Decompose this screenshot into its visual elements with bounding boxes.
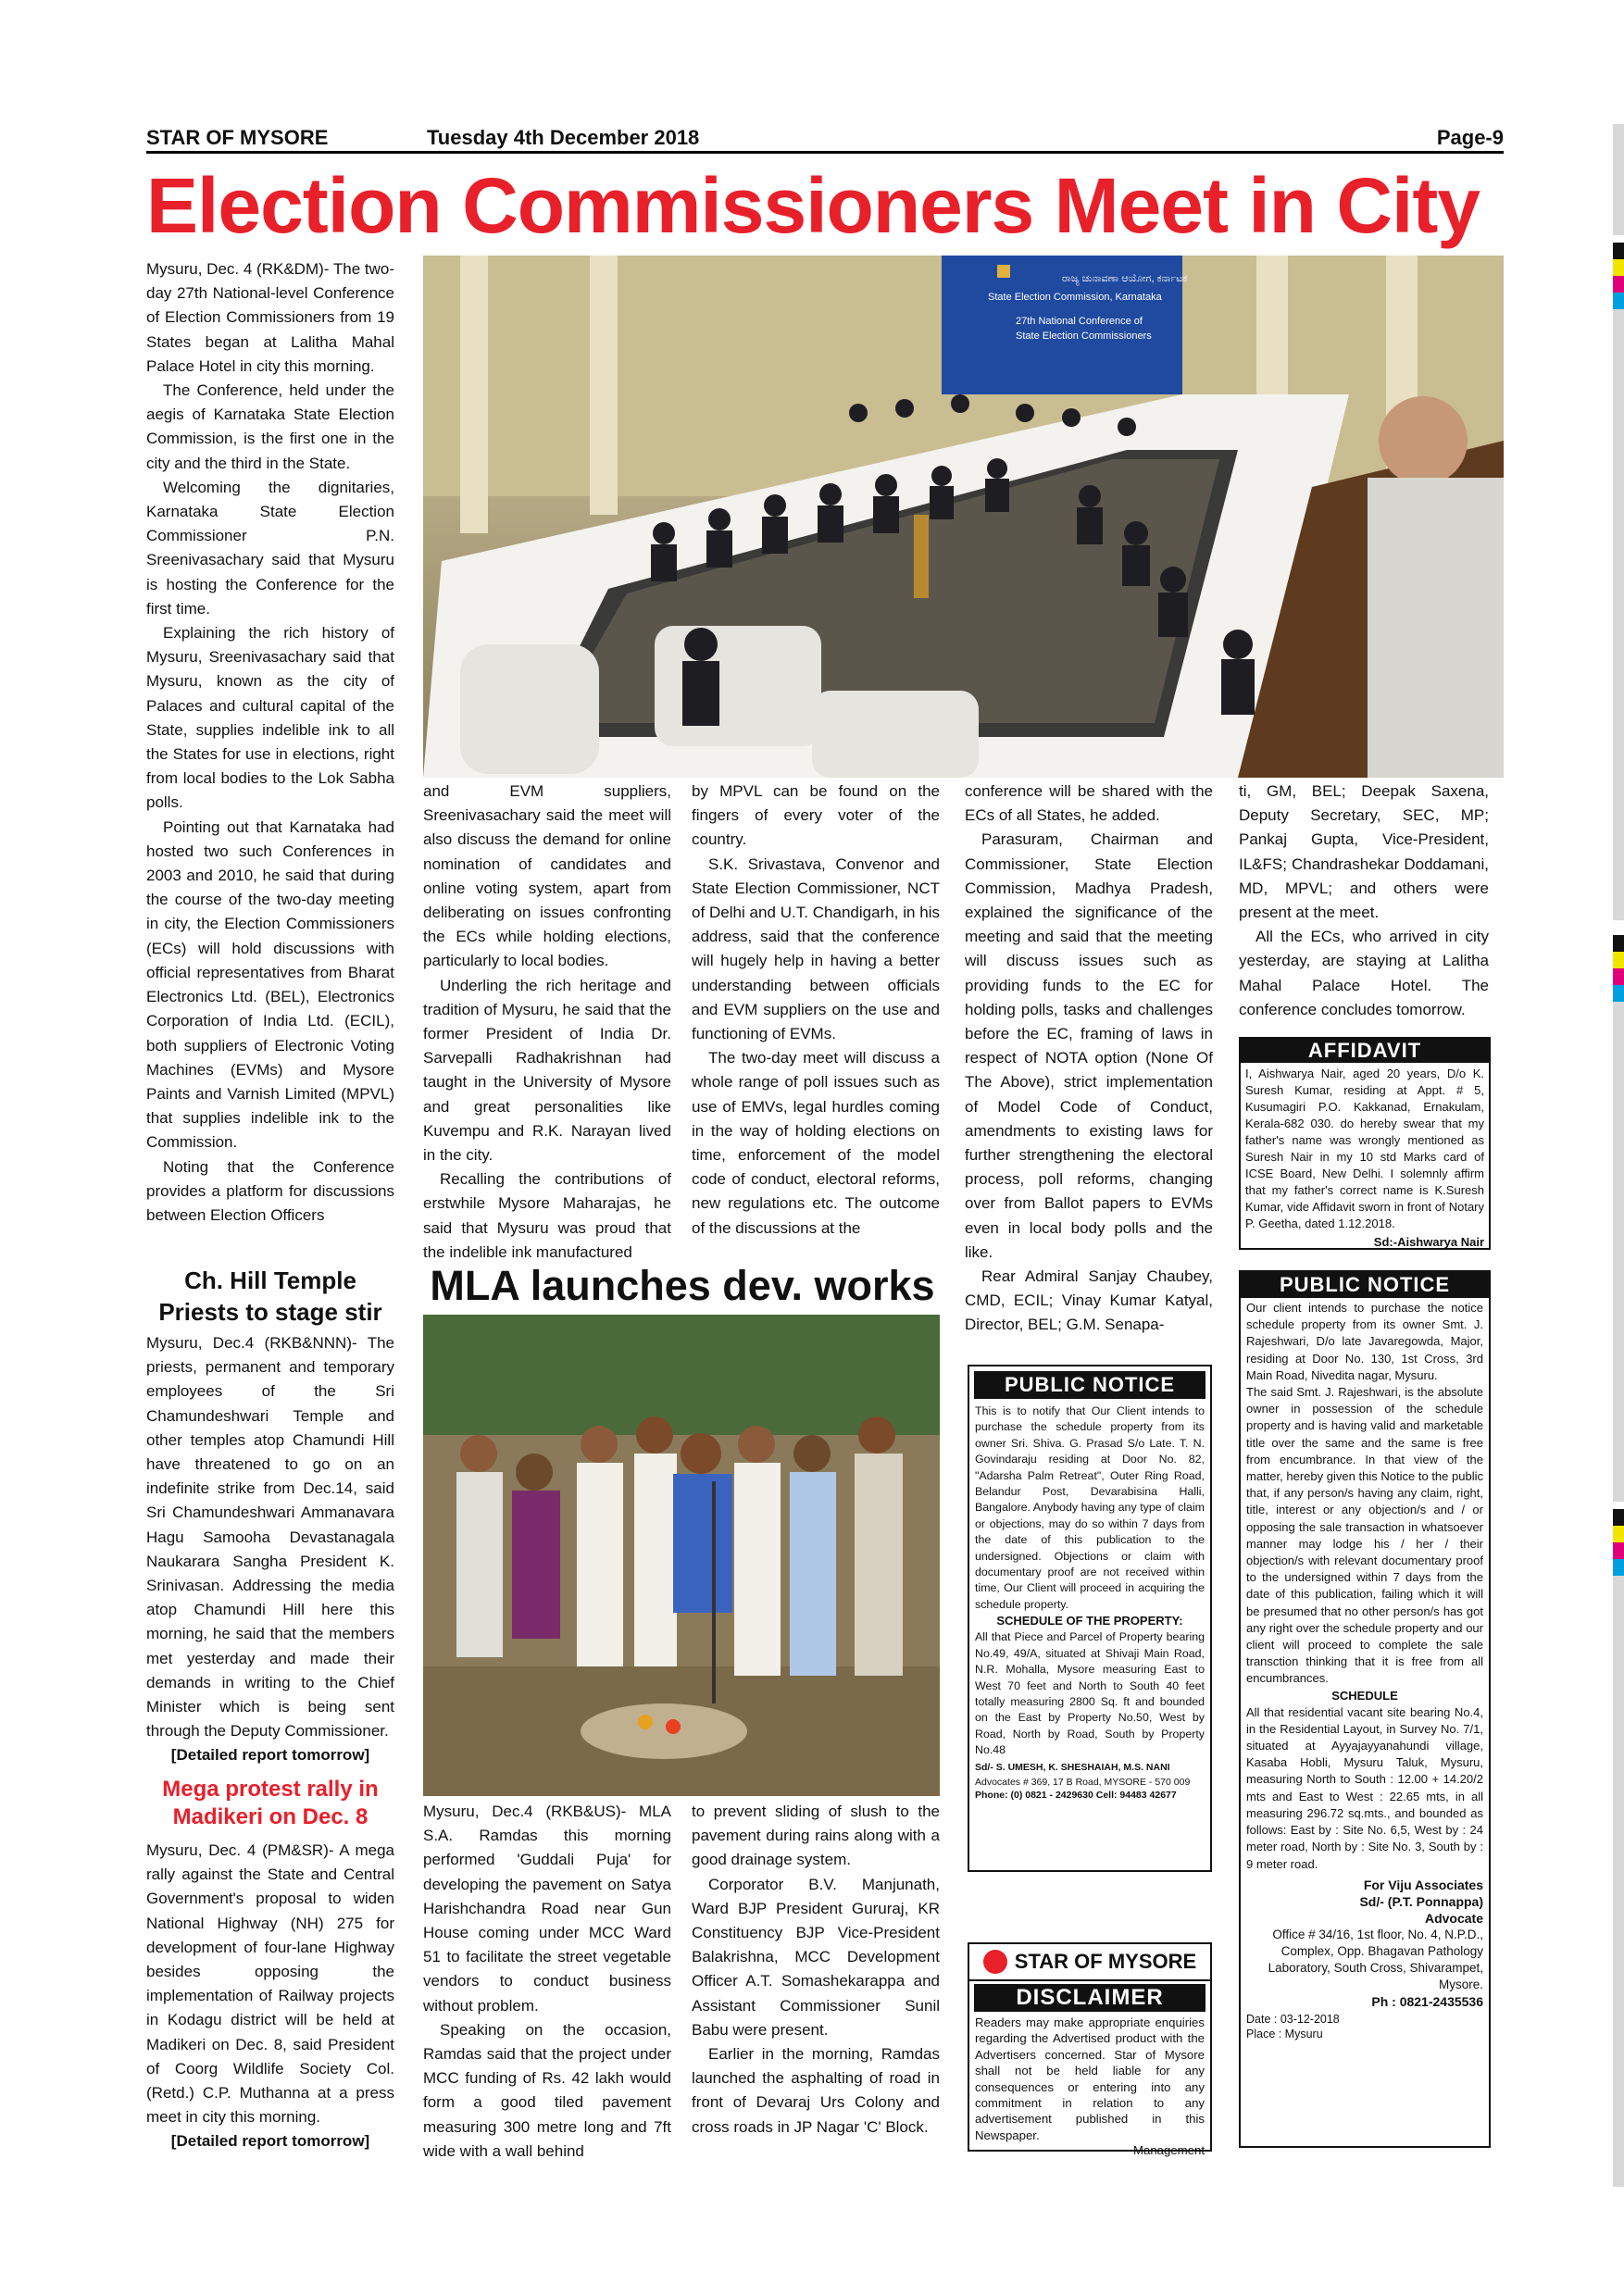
paragraph: Explaining the rich history of Mysuru, Sreenivasachary said that Mysuru, known as the city of Palaces and cultural capital of the State, supplies indelible ink to all the States for use in elections, right from local bodies to the Lok Sabha polls. bbox=[146, 624, 394, 812]
registration-yellow bbox=[1613, 952, 1624, 968]
ad-text: I, Aishwarya Nair, aged 20 years, D/o K. Suresh Kumar, residing at Appt. # 5, Kusumagiri P.O. Kakkanad, Ernakulam, Kerala-682 030. do hereby swear that my father's name was wrongly mentioned as Suresh Nair in my 10 std Marks card of ICSE Board, New Delhi. I solemnly affirm that my father's correct name is K.Suresh Kumar, vide Affidavit sworn in front of Notary P. Geetha, dated 1.12.2018. bbox=[1245, 1067, 1484, 1230]
conference-photo bbox=[423, 256, 1504, 778]
ad-address: Office # 34/16, 1st floor, No. 4, N.P.D., Complex, Opp. Bhagavan Pathology Laboratory, South Cross, Shivarampet, Mysore. bbox=[1268, 1927, 1483, 1991]
mla-column-1 bbox=[423, 1800, 671, 2164]
paragraph: to prevent sliding of slush to the pavement during rains along with a good drainage system. bbox=[692, 1803, 940, 1869]
story-column-2 bbox=[423, 780, 671, 1265]
ad-phone: Ph : 0821-2435536 bbox=[1371, 1993, 1483, 2009]
ad-signature: Sd/- S. UMESH, K. SHESHAIAH, M.S. NANI bbox=[975, 1761, 1170, 1773]
paragraph: Underling the rich heritage and tradition of Mysuru, he said that the former President of India Dr. Sarvepalli Radhakrishnan had taught in the University of Mysore and great personalities like Kuvempu and R.K. Narayan lived in the city. bbox=[423, 976, 671, 1165]
schedule-text: All that residential vacant site bearing No.4, in the Residential Layout, in Survey No. 7/1, situated at Ayyajayyanahundi village, Kasaba Hobli, Mysuru Taluk, Mysuru, measuring North to South : 12.00 + 14.20/2 mts and East to West : 22.65 mts, in all measuring 296.72 sq.mts., and bounded as follows: East by : Site No. 6,5, West by : 24 meter road, North by : Site No. 3, South by : 9 meter road. bbox=[1246, 1704, 1483, 1871]
registration-black bbox=[1613, 935, 1624, 952]
ad-firm: For Viju Associates bbox=[1363, 1877, 1483, 1892]
paragraph: Noting that the Conference provides a platform for discussions between Election Officers bbox=[146, 1157, 394, 1224]
paragraph: The two-day meet will discuss a whole range of poll issues such as use of EMVs, legal hurdles coming in the way of holding elections on time, enforcement of the model code of conduct, electoral reforms, new regulations etc. The outcome of the discussions at the bbox=[692, 1049, 940, 1237]
paragraph: Mysuru, Dec.4 (RKB&NNN)- The priests, permanent and temporary employees of the Sri Chamundeshwari Temple and other temples atop Chamundi Hill have threatened to go on an indefinite strike from Dec.14, said Sri Chamundeshwari Ammanavara Hagu Samooha Devastanagala Naukarara Sangha President K. Srinivasan. Addressing the media atop Chamundi Hill here this morning, he said that the members met yesterday and made their demands in writing to the Chief Minister which is being sent through the Deputy Commissioner. bbox=[146, 1334, 394, 1741]
mla-column-2 bbox=[692, 1800, 940, 2140]
registration-cyan bbox=[1613, 293, 1624, 309]
registration-yellow bbox=[1613, 259, 1624, 276]
ad-text: The said Smt. J. Rajeshwari, is the absolute owner in possession of the schedule property and is having valid and marketable title over the same and the same is free from encumbrance. In that view of the matter, hereby given this Notice to the public that, if any person/s having any claim, right, title, interest or any objection/s and / or opposing the sale transaction in whatsoever manner may lodge his / her / their objection/s with relevant documentary proof to the undersigned within 7 days from the date of this publication, failing which it will be presumed that no other person/s has got any right over the schedule property and our client will proceed to complete the sale transction thinking that it is free from all encumbrances. bbox=[1246, 1385, 1483, 1686]
conference-scene bbox=[423, 256, 1504, 778]
ad-text: Our client intends to purchase the notice schedule property from its owner Smt. J. Rajeshwari, D/o late Javaregowda, Major, residing at Door No. 130, 1st Cross, 3rd Main Road, Nivedita nagar, Mysuru. bbox=[1246, 1301, 1483, 1382]
protest-story bbox=[146, 1776, 394, 2153]
banner-line: 27th National Conference of bbox=[1016, 316, 1143, 327]
schedule-title: SCHEDULE bbox=[1331, 1688, 1398, 1703]
ad-date: Date : 03-12-2018 bbox=[1246, 2012, 1340, 2026]
story-title: Mega protest rally in bbox=[162, 1777, 379, 1802]
story-title: Priests to stage stir bbox=[158, 1298, 382, 1326]
ad-title: PUBLIC NOTICE bbox=[1241, 1272, 1489, 1298]
page-header bbox=[146, 124, 1504, 154]
registration-cyan bbox=[1613, 985, 1624, 1002]
mla-headline: MLA launches dev. works bbox=[430, 1262, 935, 1309]
registration-black bbox=[1613, 243, 1624, 259]
public-notice-2 bbox=[1239, 1270, 1491, 2148]
registration-yellow bbox=[1613, 1526, 1624, 1542]
disclaimer-title: DISCLAIMER bbox=[974, 1984, 1206, 2012]
story-text bbox=[146, 1839, 394, 2129]
paragraph: conference will be shared with the ECs of all States, he added. bbox=[965, 782, 1213, 825]
paragraph: Mysuru, Dec.4 (RKB&US)- MLA S.A. Ramdas this morning performed 'Guddali Puja' for developing the pavement on Satya Harishchandra Road near Gun House coming under MCC Ward 51 to facilitate the street vegetable vendors to conduct business without problem. bbox=[423, 1803, 671, 2015]
registration-magenta bbox=[1613, 1542, 1624, 1559]
registration-cyan bbox=[1613, 1559, 1624, 1576]
story-column-5 bbox=[1239, 780, 1489, 1022]
paragraph: S.K. Srivastava, Convenor and State Election Commissioner, NCT of Delhi and U.T. Chandigarh, in his address, said that the conference will hugely help in having a better understanding between officials and EVM suppliers on the use and functioning of EVMs. bbox=[692, 855, 940, 1043]
affidavit-ad bbox=[1239, 1037, 1491, 1250]
story-title: Madikeri on Dec. 8 bbox=[172, 1804, 369, 1829]
main-headline: Election Commissioners Meet in City bbox=[146, 162, 1480, 249]
ad-title: AFFIDAVIT bbox=[1241, 1039, 1489, 1063]
logo-icon bbox=[983, 1950, 1007, 1974]
ad-role: Advocate bbox=[1424, 1910, 1483, 1926]
paragraph: Mysuru, Dec. 4 (PM&SR)- A mega rally against the State and Central Government's proposal to widen National Highway (NH) 275 for development of four-lane Highway besides opposing the implementation of Railway projects in Kodagu district will be held at Madikeri on Dec. 8, said President of Coorg Wildlife Society Col. (Retd.) C.P. Muthanna at a press meet in city this morning. bbox=[146, 1841, 394, 2127]
paragraph: ti, GM, BEL; Deepak Saxena, Deputy Secretary, SEC, MP; Pankaj Gupta, Vice-President, IL&FS; Chandrashekar Doddamani, MD, MPVL; and others were present at the meet. bbox=[1239, 782, 1489, 922]
page-number: Page-9 bbox=[1436, 126, 1504, 149]
banner-line: State Election Commission, Karnataka bbox=[988, 292, 1162, 303]
story-column-1 bbox=[146, 257, 394, 1228]
public-notice-1 bbox=[968, 1365, 1212, 1872]
paragraph: Parasuram, Chairman and Commissioner, State Election Commission, Madhya Pradesh, explained the significance of the meeting and said that the meeting will discuss issues such as providing funds to the EC for holding polls, tasks and challenges before the EC, framing of laws in respect of NOTA option (None Of The Above), strict implementation of Model Code of Conduct, amendments to existing laws for further strengthening the electoral process, poll reforms, changing over from Ballot papers to EVMs even in local body polls and the like. bbox=[965, 830, 1213, 1261]
paragraph: and EVM suppliers, Sreenivasachary said the meet will also discuss the demand for online nomination of candidates and online voting system, apart from deliberating on issues confronting the ECs while holding elections, particularly to local bodies. bbox=[423, 782, 671, 970]
schedule-text: All that Piece and Parcel of Property bearing No.49, 49/A, situated at Shivaji Main Road, N.R. Mohalla, Mysore measuring East to West 70 feet and North to South 40 feet totally measuring 2800 Sq. ft and bounded on the East by Property No.50, West by Road, North by Road, South by Property No.48 bbox=[975, 1630, 1205, 1757]
ad-phone: Phone: (0) 0821 - 2429630 Cell: 94483 42677 bbox=[975, 1789, 1177, 1801]
paragraph: Earlier in the morning, Ramdas launched the asphalting of road in front of Devaraj Urs Colony and cross roads in JP Nagar 'C' Block. bbox=[692, 2045, 940, 2136]
paper-name: STAR OF MYSORE bbox=[146, 126, 329, 149]
paragraph: Pointing out that Karnataka had hosted two such Conferences in 2003 and 2010, he said that during the course of the two-day meeting in city, the Election Commissioners (ECs) will hold discussions with official representatives from Bharat Electronics Ltd. (BEL), Electronics Corporation of India Ltd. (ECIL), both suppliers of Electronic Voting Machines (EVMs) and Mysore Paints and Varnish Limited (MPVL) that supplies indelible ink to the Commission. bbox=[146, 817, 394, 1152]
disclaimer-text: Readers may make appropriate enquiries regarding the Advertised product with the Advertisers concerned. Star of Mysore shall not be held liable for any consequences or entering into any commitment in relation to any advertisement published in this Newspaper. bbox=[975, 2015, 1205, 2142]
margin-bar bbox=[1613, 124, 1624, 235]
margin-bar bbox=[1613, 309, 1624, 920]
schedule-title: SCHEDULE OF THE PROPERTY: bbox=[996, 1614, 1183, 1628]
story-column-3 bbox=[692, 780, 940, 1241]
paragraph: All the ECs, who arrived in city yesterday, are staying at Lalitha Mahal Palace Hotel. The conference concludes tomorrow. bbox=[1239, 928, 1489, 1018]
ad-address: Advocates # 369, 17 B Road, MYSORE - 570 009 bbox=[975, 1776, 1191, 1788]
paragraph: Rear Admiral Sanjay Chaubey, CMD, ECIL; Vinay Kumar Katyal, Director, BEL; G.M. Senapa- bbox=[965, 1267, 1213, 1334]
banner-line: State Election Commissioners bbox=[1016, 331, 1152, 342]
margin-bar bbox=[1613, 1576, 1624, 2187]
ad-place: Place : Mysuru bbox=[1246, 2027, 1323, 2040]
paragraph: Speaking on the occasion, Ramdas said that the project under MCC funding of Rs. 42 lakh would form a good tiled pavement measuring 300 metre long and 7ft wide with a wall behind bbox=[423, 2020, 671, 2160]
margin-bar bbox=[1613, 1002, 1624, 1502]
logo-text: STAR OF MYSORE bbox=[1014, 1950, 1197, 1973]
paragraph: Corporator B.V. Manjunath, Ward BJP President Gururaj, KR Constituency BJP Vice-President Balakrishna, MCC Development Officer A.T. Somashekarappa and Assistant Commissioner Sunil Babu were present. bbox=[692, 1875, 940, 2039]
paragraph: The Conference, held under the aegis of Karnataka State Election Commission, is the first one in the city and the third in the State. bbox=[146, 381, 394, 472]
paragraph: by MPVL can be found on the fingers of every voter of the country. bbox=[692, 782, 940, 849]
disclaimer-box bbox=[968, 1942, 1212, 2158]
paragraph: Mysuru, Dec. 4 (RK&DM)- The two-day 27th National-level Conference of Election Commissioners from 19 States began at Lalitha Mahal Palace Hotel in city this morning. bbox=[146, 260, 394, 375]
banner-line: ರಾಜ್ಯ ಚುನಾವಣಾ ಆಯೋಗ, ಕರ್ನಾಟಕ bbox=[1062, 273, 1188, 284]
mla-photo bbox=[423, 1315, 940, 1796]
ad-signature: Sd/- (P.T. Ponnappa) bbox=[1359, 1893, 1483, 1909]
registration-magenta bbox=[1613, 968, 1624, 985]
ad-title: PUBLIC NOTICE bbox=[974, 1371, 1206, 1399]
hill-temple-story bbox=[146, 1265, 394, 1767]
story-footer: [Detailed report tomorrow] bbox=[170, 1746, 370, 1765]
story-text bbox=[146, 1331, 394, 1743]
registration-black bbox=[1613, 1509, 1624, 1526]
disclaimer-sign: — Management bbox=[1118, 2143, 1205, 2158]
story-footer: [Detailed report tomorrow] bbox=[170, 2132, 370, 2151]
disclaimer-logo bbox=[969, 1944, 1210, 1981]
ad-signature: Sd:-Aishwarya Nair bbox=[1373, 1235, 1484, 1249]
paragraph: Welcoming the dignitaries, Karnataka State Election Commissioner P.N. Sreenivasachary said that Mysuru is hosting the Conference for the first time. bbox=[146, 478, 394, 618]
issue-date: Tuesday 4th December 2018 bbox=[427, 126, 700, 149]
puja-scene bbox=[423, 1315, 940, 1796]
story-title: Ch. Hill Temple bbox=[184, 1267, 356, 1294]
registration-magenta bbox=[1613, 276, 1624, 293]
ad-text: This is to notify that Our Client intends to purchase the schedule property from its owner Sri. Shiva. G. Prasad S/o Late. T. N. Govindaraju residing at Door No. 82, "Adarsha Palm Retreat", Outer Ring Road, Belandur Post, Devarabisina Halli, Bangalore. Anybody having any type of claim or objections, may do so within 7 days from the date of this publication to the undersigned. Objections or claim with documentary proof are not received within time, Our Client will proceed in acquiring the schedule property. bbox=[975, 1404, 1205, 1611]
story-column-4 bbox=[965, 780, 1213, 1338]
paragraph: Recalling the contributions of erstwhile Mysore Maharajas, he said that Mysuru was proud that the indelible ink manufactured bbox=[423, 1170, 671, 1261]
